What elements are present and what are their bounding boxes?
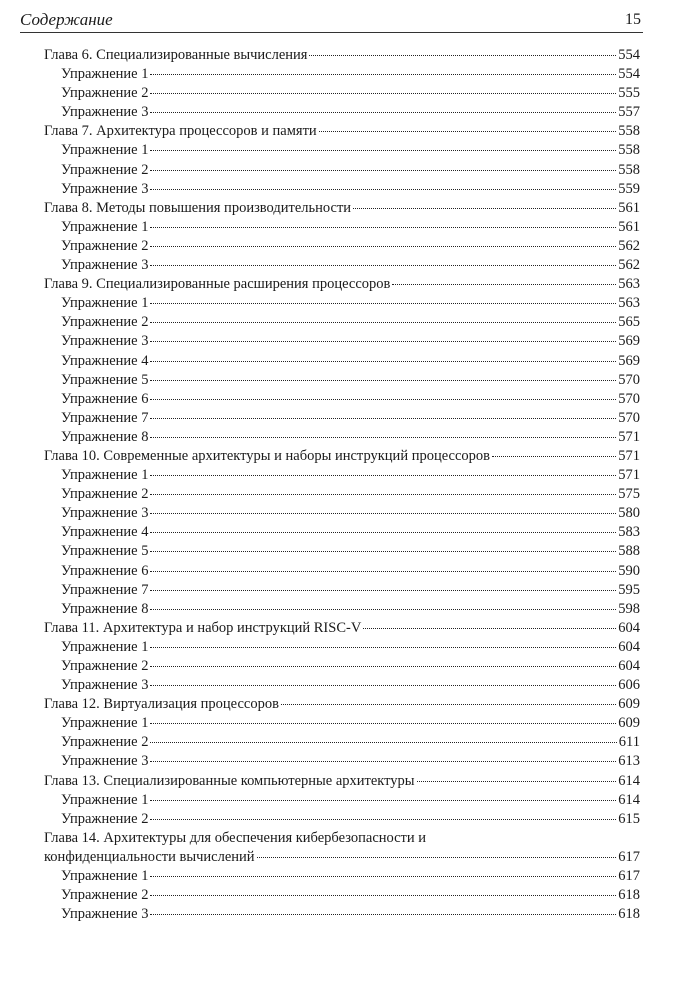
page-ref: 570 (618, 371, 640, 388)
page-ref: 571 (618, 467, 640, 484)
chapter-title: Глава 6. Специализированные вычисления (44, 47, 308, 63)
toc-exercise[interactable] (44, 562, 640, 581)
page-ref: 617 (618, 868, 640, 885)
exercise-title: Упражнение 8 (61, 600, 149, 617)
dot-leader (353, 208, 616, 209)
exercise-title: Упражнение 2 (61, 85, 149, 102)
page-ref: 558 (618, 123, 640, 140)
toc-chapter-13[interactable] (44, 772, 640, 791)
toc-exercise[interactable] (44, 638, 640, 657)
toc-exercise[interactable] (44, 810, 640, 829)
dot-leader (417, 781, 617, 782)
exercise-title: Упражнение 1 (61, 467, 149, 484)
dot-leader (150, 800, 616, 801)
page-ref: 554 (618, 47, 640, 63)
page-ref: 614 (618, 772, 640, 789)
dot-leader (150, 551, 616, 552)
exercise-title: Упражнение 1 (61, 868, 149, 885)
page-ref: 570 (618, 409, 640, 426)
toc-exercise[interactable] (44, 294, 640, 313)
dot-leader (150, 819, 616, 820)
page-ref: 558 (618, 142, 640, 159)
exercise-title: Упражнение 3 (61, 257, 149, 274)
toc-exercise[interactable] (44, 657, 640, 676)
dot-leader (150, 265, 616, 266)
page-ref: 562 (618, 257, 640, 274)
toc-chapter-8[interactable] (44, 199, 640, 218)
dot-leader (150, 246, 616, 247)
dot-leader (150, 609, 616, 610)
exercise-title: Упражнение 3 (61, 333, 149, 350)
exercise-title: Упражнение 3 (61, 906, 149, 923)
toc-exercise[interactable] (44, 237, 640, 256)
page-ref: 555 (618, 85, 640, 102)
toc-chapter-12[interactable] (44, 695, 640, 714)
dot-leader (150, 150, 616, 151)
toc-exercise[interactable] (44, 867, 640, 886)
exercise-title: Упражнение 1 (61, 295, 149, 312)
toc-chapter-10[interactable] (44, 447, 640, 466)
exercise-title: Упражнение 3 (61, 677, 149, 694)
dot-leader (150, 399, 616, 400)
page-ref: 611 (618, 734, 640, 751)
toc-exercise[interactable] (44, 352, 640, 371)
page-ref: 563 (618, 295, 640, 312)
dot-leader (319, 131, 617, 132)
toc-exercise[interactable] (44, 65, 640, 84)
dot-leader (281, 704, 616, 705)
dot-leader (150, 380, 616, 381)
chapter-title: Глава 13. Специализированные компьютерные архитектуры (44, 772, 415, 789)
toc-exercise[interactable] (44, 542, 640, 561)
page-ref: 615 (618, 810, 640, 827)
toc-exercise[interactable] (44, 752, 640, 771)
toc-exercise[interactable] (44, 466, 640, 485)
exercise-title: Упражнение 2 (61, 486, 149, 503)
toc-chapter-11[interactable] (44, 619, 640, 638)
dot-leader (150, 590, 616, 591)
page-ref: 559 (618, 180, 640, 197)
page-ref: 570 (618, 390, 640, 407)
dot-leader (150, 475, 616, 476)
exercise-title: Упражнение 2 (61, 658, 149, 674)
exercise-title: Упражнение 2 (61, 237, 149, 254)
toc-exercise[interactable] (44, 371, 640, 390)
page-ref: 614 (618, 791, 640, 808)
toc-exercise[interactable] (44, 714, 640, 733)
dot-leader (150, 189, 616, 190)
page-ref: 558 (618, 161, 640, 178)
page-ref: 617 (618, 848, 640, 865)
exercise-title: Упражнение 4 (61, 352, 149, 369)
exercise-title: Упражнение 2 (61, 161, 149, 178)
toc-exercise[interactable] (44, 428, 640, 447)
toc-chapter-14[interactable] (44, 848, 640, 867)
dot-leader (150, 685, 616, 686)
exercise-title: Упражнение 1 (61, 638, 149, 655)
dot-leader (150, 303, 616, 304)
dot-leader (492, 456, 616, 457)
toc-exercise[interactable] (44, 332, 640, 351)
toc-exercise[interactable] (44, 180, 640, 199)
page-ref: 565 (618, 314, 640, 331)
toc-exercise[interactable] (44, 581, 640, 600)
page-ref: 604 (618, 619, 640, 636)
dot-leader (392, 284, 616, 285)
toc-exercise[interactable] (44, 886, 640, 905)
exercise-title: Упражнение 2 (61, 810, 149, 827)
page-ref: 561 (618, 218, 640, 235)
running-header-title: Содержание (20, 10, 113, 29)
page-ref: 575 (618, 486, 640, 503)
chapter-title: Глава 10. Современные архитектуры и наборы инструкций процессоров (44, 447, 490, 464)
toc-chapter-14-line1[interactable] (44, 829, 640, 848)
exercise-title: Упражнение 6 (61, 562, 149, 579)
dot-leader (150, 322, 616, 323)
page-ref: 557 (618, 104, 640, 121)
page-ref: 613 (618, 753, 640, 770)
toc-chapter-7[interactable] (44, 122, 640, 141)
dot-leader (150, 361, 616, 362)
dot-leader (363, 628, 616, 629)
exercise-title: Упражнение 1 (61, 715, 149, 732)
chapter-title: Глава 11. Архитектура и набор инструкций RISC-V (44, 619, 362, 636)
toc-exercise[interactable] (44, 600, 640, 619)
page-ref: 606 (618, 677, 640, 694)
chapter-title: Глава 14. Архитектуры для обеспечения кибербезопасности и (44, 829, 427, 846)
chapter-title: Глава 8. Методы повышения производительности (44, 199, 352, 216)
toc-exercise[interactable] (44, 504, 640, 523)
page-ref: 595 (618, 581, 640, 598)
exercise-title: Упражнение 3 (61, 104, 149, 121)
page-ref: 618 (618, 887, 640, 904)
toc-exercise[interactable] (44, 218, 640, 237)
exercise-title: Упражнение 8 (61, 428, 149, 445)
page-number: 15 (625, 11, 641, 28)
page-ref: 569 (618, 352, 640, 369)
chapter-title: Глава 7. Архитектура процессоров и памяти (44, 123, 317, 140)
page-ref: 590 (618, 562, 640, 579)
page-ref: 569 (618, 333, 640, 350)
exercise-title: Упражнение 1 (61, 218, 149, 235)
page-ref: 580 (618, 505, 640, 522)
page-ref: 604 (618, 658, 640, 674)
exercise-title: Упражнение 1 (61, 66, 149, 83)
toc-chapter-9[interactable] (44, 275, 640, 294)
page-ref: 561 (618, 199, 640, 216)
toc-chapter-6[interactable] (44, 46, 640, 65)
toc-exercise[interactable] (44, 733, 640, 752)
dot-leader (309, 55, 616, 56)
exercise-title: Упражнение 5 (61, 543, 149, 560)
exercise-title: Упражнение 2 (61, 887, 149, 904)
dot-leader (150, 513, 616, 514)
toc-exercise[interactable] (44, 141, 640, 160)
exercise-title: Упражнение 2 (61, 734, 149, 751)
chapter-title-continued: конфиденциальности вычислений (44, 848, 255, 865)
dot-leader (150, 437, 616, 438)
page-ref: 588 (618, 543, 640, 560)
dot-leader (150, 914, 616, 915)
exercise-title: Упражнение 1 (61, 142, 149, 159)
dot-leader (150, 761, 616, 762)
page-ref: 618 (618, 906, 640, 923)
dot-leader (150, 418, 616, 419)
toc-exercise[interactable] (44, 256, 640, 275)
toc-exercise[interactable] (44, 523, 640, 542)
dot-leader (150, 666, 616, 667)
toc-exercise[interactable] (44, 791, 640, 810)
exercise-title: Упражнение 7 (61, 581, 149, 598)
exercise-title: Упражнение 1 (61, 791, 149, 808)
page-ref: 609 (618, 715, 640, 732)
dot-leader (150, 341, 616, 342)
chapter-title: Глава 9. Специализированные расширения процессоров (44, 276, 391, 293)
page-ref: 563 (618, 276, 640, 293)
toc-exercise[interactable] (44, 390, 640, 409)
page-ref: 562 (618, 237, 640, 254)
page-ref: 598 (618, 600, 640, 617)
exercise-title: Упражнение 6 (61, 390, 149, 407)
chapter-title: Глава 12. Виртуализация процессоров (44, 696, 279, 713)
exercise-title: Упражнение 3 (61, 753, 149, 770)
dot-leader (150, 494, 616, 495)
dot-leader (150, 170, 616, 171)
page-ref: 604 (618, 638, 640, 655)
dot-leader (150, 723, 616, 724)
exercise-title: Упражнение 3 (61, 180, 149, 197)
page-ref: 571 (618, 428, 640, 445)
exercise-title: Упражнение 2 (61, 314, 149, 331)
page-header (20, 8, 643, 33)
page-ref: 609 (618, 696, 640, 713)
toc-exercise[interactable] (44, 313, 640, 332)
dot-leader (150, 647, 616, 648)
page-ref: 571 (618, 447, 640, 464)
table-of-contents (44, 46, 640, 924)
dot-leader (150, 571, 616, 572)
dot-leader (150, 74, 616, 75)
toc-exercise[interactable] (44, 409, 640, 428)
toc-exercise[interactable] (44, 485, 640, 504)
dot-leader (150, 227, 616, 228)
exercise-title: Упражнение 7 (61, 409, 149, 426)
page-ref: 583 (618, 524, 640, 541)
dot-leader (150, 532, 616, 533)
exercise-title: Упражнение 3 (61, 505, 149, 522)
toc-exercise[interactable] (44, 84, 640, 103)
toc-exercise[interactable] (44, 905, 640, 924)
dot-leader (150, 742, 616, 743)
page-ref: 554 (618, 66, 640, 83)
exercise-title: Упражнение 4 (61, 524, 149, 541)
dot-leader (150, 112, 616, 113)
toc-exercise[interactable] (44, 103, 640, 122)
dot-leader (257, 857, 617, 858)
toc-exercise[interactable] (44, 676, 640, 695)
dot-leader (150, 876, 616, 877)
dot-leader (150, 93, 616, 94)
exercise-title: Упражнение 5 (61, 371, 149, 388)
dot-leader (150, 895, 616, 896)
toc-exercise[interactable] (44, 161, 640, 180)
